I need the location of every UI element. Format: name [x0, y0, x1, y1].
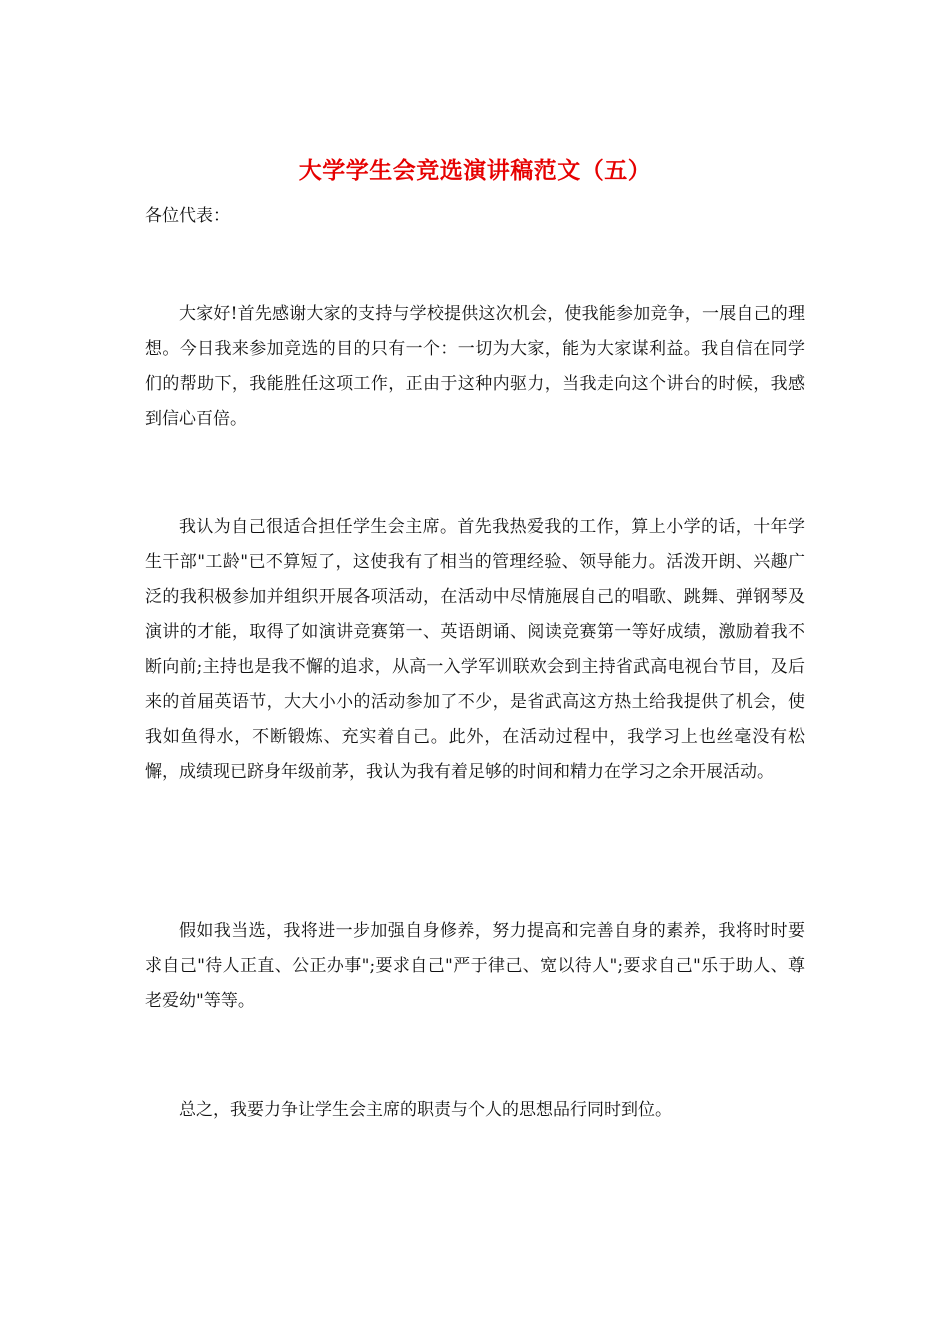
paragraph-1: 大家好!首先感谢大家的支持与学校提供这次机会，使我能参加竞争，一展自己的理想。今日我来参加竞选的目的只有一个：一切为大家，能为大家谋利益。我自信在同学们的帮助下，我能胜任这项工作，正由于这种内驱力，当我走向这个讲台的时候，我感到信心百倍。 [145, 304, 805, 429]
paragraph-3: 假如我当选，我将进一步加强自身修养，努力提高和完善自身的素养，我将时时要求自己"待人正直、公正办事";要求自己"严于律己、宽以待人";要求自己"乐于助人、尊老爱幼"等等。 [145, 921, 805, 1011]
document-title: 大学学生会竞选演讲稿范文（五） [298, 157, 652, 184]
paragraph-4: 总之，我要力争让学生会主席的职责与个人的思想品行同时到位。 [179, 1100, 672, 1120]
paragraph-2: 我认为自己很适合担任学生会主席。首先我热爱我的工作，算上小学的话，十年学生干部"工龄"已不算短了，这使我有了相当的管理经验、领导能力。活泼开朗、兴趣广泛的我积极参加并组织开展各项活动，在活动中尽情施展自己的唱歌、跳舞、弹钢琴及演讲的才能，取得了如演讲竞赛第一、英语朗诵、阅读竞赛第一等好成绩，激励着我不断向前;主持也是我不懈的追求，从高一入学军训联欢会到主持省武高电视台节目，及后来的首届英语节，大大小小的活动参加了不少，是省武高这方热土给我提供了机会，使我如鱼得水，不断锻炼、充实着自己。此外，在活动过程中，我学习上也丝毫没有松懈，成绩现已跻身年级前茅，我认为我有着足够的时间和精力在学习之余开展活动。 [145, 517, 805, 782]
salutation: 各位代表： [145, 206, 230, 226]
